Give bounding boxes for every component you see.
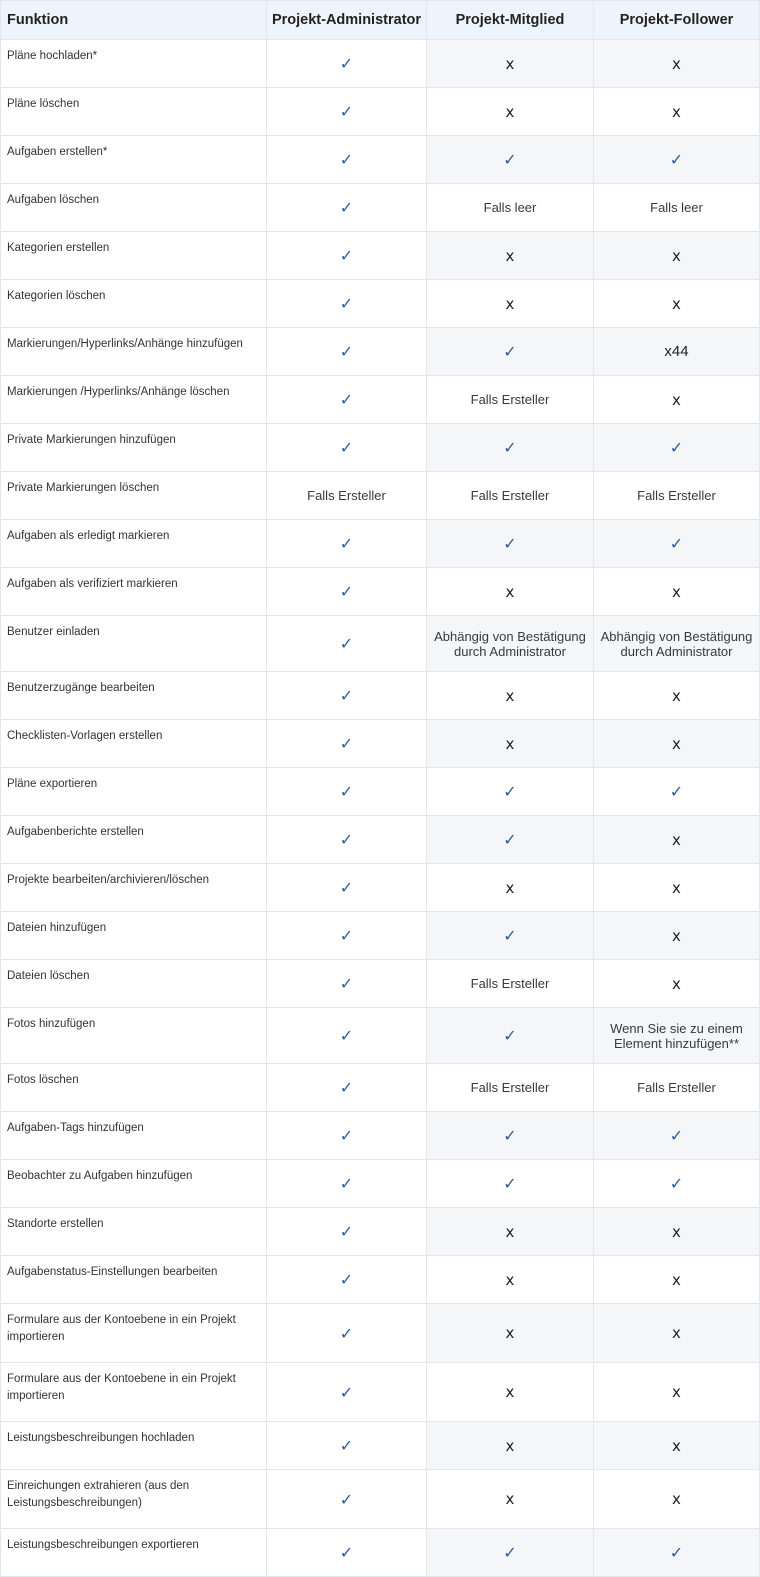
admin-cell [267, 232, 427, 280]
mitglied-cell [427, 280, 594, 328]
admin-cell [267, 1256, 427, 1304]
mitglied-cell [427, 1363, 594, 1422]
checkmark-icon: ✓ [339, 1126, 354, 1145]
mitglied-cell [427, 1529, 594, 1577]
follower-cell [594, 1304, 760, 1363]
checkmark-icon: ✓ [503, 1026, 517, 1045]
follower-cell [594, 720, 760, 768]
funktion-cell: Aufgaben erstellen* [1, 136, 267, 184]
cell-text: Falls Ersteller [470, 392, 550, 407]
funktion-cell: Benutzer einladen [1, 616, 267, 672]
admin-cell [267, 424, 427, 472]
follower-cell [594, 280, 760, 328]
checkmark-icon: ✓ [503, 534, 517, 553]
cell-text: Falls leer [650, 200, 703, 215]
x-icon: x [505, 1383, 515, 1401]
x-icon: x [505, 1324, 515, 1342]
table-row [1, 1470, 760, 1529]
mitglied-cell [427, 232, 594, 280]
table-row [1, 1160, 760, 1208]
admin-cell [267, 1422, 427, 1470]
header-admin: Projekt-Administrator [267, 1, 427, 40]
x-icon: x [672, 974, 681, 993]
checkmark-icon: ✓ [339, 634, 354, 653]
x-icon: x [672, 1383, 681, 1401]
table-row [1, 1064, 760, 1112]
mitglied-cell [427, 1064, 594, 1112]
x-icon: x [672, 54, 681, 73]
checkmark-icon: ✓ [339, 1026, 354, 1045]
checkmark-icon: ✓ [503, 926, 517, 945]
checkmark-icon: ✓ [669, 150, 684, 169]
funktion-cell: Kategorien löschen [1, 280, 267, 328]
table-row [1, 1363, 760, 1422]
x-icon: x [672, 102, 681, 121]
funktion-cell: Aufgaben als verifiziert markieren [1, 568, 267, 616]
funktion-cell: Aufgabenstatus-Einstellungen bearbeiten [1, 1256, 267, 1304]
cell-text: Falls Ersteller [470, 488, 550, 503]
funktion-cell: Einreichungen extrahieren (aus den Leistungsbeschreibungen) [1, 1470, 267, 1529]
table-row [1, 912, 760, 960]
admin-cell [267, 960, 427, 1008]
checkmark-icon: ✓ [503, 150, 517, 169]
admin-cell [267, 616, 427, 672]
x-icon: x [672, 1324, 681, 1342]
follower-cell [594, 816, 760, 864]
x-icon: x [672, 878, 681, 897]
mitglied-cell [427, 328, 594, 376]
follower-cell [594, 672, 760, 720]
checkmark-icon: ✓ [339, 582, 354, 601]
table-row [1, 960, 760, 1008]
mitglied-cell [427, 616, 594, 672]
table-row [1, 1529, 760, 1577]
mitglied-cell [427, 672, 594, 720]
mitglied-cell [427, 520, 594, 568]
x-icon: x [672, 1270, 681, 1289]
funktion-cell: Pläne löschen [1, 88, 267, 136]
checkmark-icon: ✓ [339, 734, 354, 753]
follower-cell [594, 184, 760, 232]
funktion-cell: Pläne hochladen* [1, 40, 267, 88]
funktion-cell: Private Markierungen hinzufügen [1, 424, 267, 472]
funktion-cell: Dateien löschen [1, 960, 267, 1008]
checkmark-icon: ✓ [339, 246, 354, 265]
table-row [1, 568, 760, 616]
funktion-cell: Leistungsbeschreibungen exportieren [1, 1529, 267, 1577]
table-row [1, 472, 760, 520]
checkmark-icon: ✓ [339, 974, 354, 993]
table-row [1, 376, 760, 424]
admin-cell [267, 568, 427, 616]
checkmark-icon: ✓ [339, 782, 354, 801]
table-row [1, 864, 760, 912]
follower-cell [594, 424, 760, 472]
admin-cell [267, 912, 427, 960]
table-row [1, 1422, 760, 1470]
cell-text: Falls Ersteller [637, 488, 716, 503]
checkmark-icon: ✓ [339, 1323, 354, 1343]
checkmark-icon: ✓ [669, 1543, 684, 1562]
mitglied-cell [427, 184, 594, 232]
follower-cell [594, 912, 760, 960]
header-mitglied: Projekt-Mitglied [427, 1, 594, 40]
checkmark-icon: ✓ [669, 534, 684, 553]
admin-cell [267, 472, 427, 520]
checkmark-icon: ✓ [339, 1543, 354, 1562]
x-icon: x [672, 1490, 681, 1508]
mitglied-cell [427, 1208, 594, 1256]
admin-cell [267, 280, 427, 328]
funktion-cell: Fotos hinzufügen [1, 1008, 267, 1064]
checkmark-icon: ✓ [503, 1543, 517, 1562]
follower-cell [594, 136, 760, 184]
mitglied-cell [427, 912, 594, 960]
x-icon: x [672, 294, 681, 313]
checkmark-icon: ✓ [339, 294, 354, 313]
funktion-cell: Aufgaben-Tags hinzufügen [1, 1112, 267, 1160]
admin-cell [267, 88, 427, 136]
x-icon: x [672, 1436, 681, 1455]
x-icon: x [505, 54, 515, 73]
follower-cell [594, 864, 760, 912]
checkmark-icon: ✓ [339, 1489, 354, 1509]
x-icon: x [505, 734, 515, 753]
checkmark-icon: ✓ [339, 926, 354, 945]
checkmark-icon: ✓ [503, 342, 517, 361]
follower-cell [594, 88, 760, 136]
cell-text: Falls Ersteller [470, 976, 550, 991]
mitglied-cell [427, 816, 594, 864]
mitglied-cell [427, 424, 594, 472]
checkmark-icon: ✓ [339, 1270, 354, 1289]
checkmark-icon: ✓ [339, 390, 354, 409]
x-icon: x [505, 1436, 515, 1455]
mitglied-cell [427, 960, 594, 1008]
checkmark-icon: ✓ [339, 686, 354, 705]
follower-cell [594, 1064, 760, 1112]
checkmark-icon: ✓ [339, 342, 354, 361]
checkmark-icon: ✓ [339, 54, 354, 73]
follower-cell [594, 232, 760, 280]
cell-text: Falls Ersteller [307, 488, 386, 503]
checkmark-icon: ✓ [339, 534, 354, 553]
admin-cell [267, 184, 427, 232]
funktion-cell: Beobachter zu Aufgaben hinzufügen [1, 1160, 267, 1208]
mitglied-cell [427, 1304, 594, 1363]
table-row [1, 816, 760, 864]
table-row [1, 136, 760, 184]
funktion-cell: Formulare aus der Kontoebene in ein Projekt importieren [1, 1363, 267, 1422]
x-icon: x [505, 1490, 515, 1508]
follower-cell [594, 376, 760, 424]
admin-cell [267, 1112, 427, 1160]
checkmark-icon: ✓ [339, 1222, 354, 1241]
checkmark-icon: ✓ [503, 1174, 517, 1193]
checkmark-icon: ✓ [503, 782, 517, 801]
table-row [1, 720, 760, 768]
admin-cell [267, 1008, 427, 1064]
x-icon: x [505, 1222, 515, 1241]
table-row [1, 672, 760, 720]
follower-cell [594, 1112, 760, 1160]
mitglied-cell [427, 1008, 594, 1064]
table-header-row [1, 1, 760, 40]
checkmark-icon: ✓ [503, 438, 517, 457]
x-icon: x [505, 294, 515, 313]
follower-cell [594, 1256, 760, 1304]
table-row [1, 768, 760, 816]
table-row [1, 424, 760, 472]
funktion-cell: Formulare aus der Kontoebene in ein Projekt importieren [1, 1304, 267, 1363]
funktion-cell: Leistungsbeschreibungen hochladen [1, 1422, 267, 1470]
table-row [1, 520, 760, 568]
follower-cell [594, 1363, 760, 1422]
follower-cell [594, 328, 760, 376]
x-icon: x [672, 830, 681, 849]
follower-cell [594, 1470, 760, 1529]
funktion-cell: Pläne exportieren [1, 768, 267, 816]
cell-text: Abhängig von Bestätigung durch Administrator [600, 628, 753, 659]
follower-cell [594, 568, 760, 616]
checkmark-icon: ✓ [339, 150, 354, 169]
cell-text: Falls leer [483, 200, 537, 215]
funktion-cell: Private Markierungen löschen [1, 472, 267, 520]
mitglied-cell [427, 1256, 594, 1304]
mitglied-cell [427, 768, 594, 816]
admin-cell [267, 1529, 427, 1577]
mitglied-cell [427, 1112, 594, 1160]
x-icon: x [672, 246, 681, 265]
mitglied-cell [427, 40, 594, 88]
follower-cell [594, 40, 760, 88]
mitglied-cell [427, 568, 594, 616]
admin-cell [267, 720, 427, 768]
checkmark-icon: ✓ [503, 830, 517, 849]
admin-cell [267, 40, 427, 88]
admin-cell [267, 520, 427, 568]
checkmark-icon: ✓ [339, 102, 354, 121]
admin-cell [267, 1363, 427, 1422]
checkmark-icon: ✓ [339, 1174, 354, 1193]
checkmark-icon: ✓ [339, 438, 354, 457]
mitglied-cell [427, 136, 594, 184]
admin-cell [267, 816, 427, 864]
table-row [1, 1112, 760, 1160]
admin-cell [267, 1208, 427, 1256]
admin-cell [267, 376, 427, 424]
checkmark-icon: ✓ [339, 1436, 354, 1455]
funktion-cell: Projekte bearbeiten/archivieren/löschen [1, 864, 267, 912]
table-row [1, 232, 760, 280]
checkmark-icon: ✓ [339, 198, 354, 217]
funktion-cell: Benutzerzugänge bearbeiten [1, 672, 267, 720]
follower-cell [594, 1422, 760, 1470]
funktion-cell: Markierungen/Hyperlinks/Anhänge hinzufügen [1, 328, 267, 376]
table-row [1, 88, 760, 136]
cell-text: Falls Ersteller [637, 1080, 716, 1095]
header-funktion: Funktion [1, 1, 267, 40]
follower-cell [594, 1160, 760, 1208]
follower-cell [594, 1208, 760, 1256]
follower-cell [594, 472, 760, 520]
admin-cell [267, 1160, 427, 1208]
x-icon: x [672, 582, 681, 601]
admin-cell [267, 136, 427, 184]
mitglied-cell [427, 1470, 594, 1529]
checkmark-icon: ✓ [339, 830, 354, 849]
checkmark-icon: ✓ [669, 1126, 684, 1145]
table-row [1, 1008, 760, 1064]
mitglied-cell [427, 1160, 594, 1208]
mitglied-cell [427, 376, 594, 424]
table-row [1, 184, 760, 232]
x-icon: x [505, 686, 515, 705]
table-row [1, 280, 760, 328]
admin-cell [267, 328, 427, 376]
follower-cell [594, 520, 760, 568]
x-icon: x [672, 686, 681, 705]
cell-text: Abhängig von Bestätigung durch Administrator [434, 628, 586, 659]
funktion-cell: Aufgaben als erledigt markieren [1, 520, 267, 568]
cell-text: Falls Ersteller [470, 1080, 550, 1095]
table-row [1, 328, 760, 376]
admin-cell [267, 1470, 427, 1529]
x-icon: x [672, 1222, 681, 1241]
checkmark-icon: ✓ [339, 878, 354, 897]
x-icon: x [505, 102, 515, 121]
follower-cell [594, 768, 760, 816]
mitglied-cell [427, 472, 594, 520]
follower-cell [594, 1529, 760, 1577]
table-row [1, 40, 760, 88]
x-icon: x [672, 734, 681, 753]
x-icon: x [672, 390, 681, 409]
checkmark-icon: ✓ [669, 1174, 684, 1193]
funktion-cell: Standorte erstellen [1, 1208, 267, 1256]
admin-cell [267, 864, 427, 912]
funktion-cell: Fotos löschen [1, 1064, 267, 1112]
x-icon: x [505, 582, 515, 601]
checkmark-icon: ✓ [339, 1382, 354, 1402]
admin-cell [267, 672, 427, 720]
x-icon: x [672, 926, 681, 945]
follower-cell [594, 1008, 760, 1064]
funktion-cell: Kategorien erstellen [1, 232, 267, 280]
funktion-cell: Checklisten-Vorlagen erstellen [1, 720, 267, 768]
table-row [1, 1208, 760, 1256]
admin-cell [267, 768, 427, 816]
checkmark-icon: ✓ [503, 1126, 517, 1145]
mitglied-cell [427, 1422, 594, 1470]
table-row [1, 1256, 760, 1304]
follower-cell [594, 616, 760, 672]
cell-text: x44 [664, 343, 689, 360]
x-icon: x [505, 1270, 515, 1289]
x-icon: x [505, 246, 515, 265]
follower-cell [594, 960, 760, 1008]
x-icon: x [505, 878, 515, 897]
header-follower: Projekt-Follower [594, 1, 760, 40]
funktion-cell: Aufgaben löschen [1, 184, 267, 232]
funktion-cell: Markierungen /Hyperlinks/Anhänge löschen [1, 376, 267, 424]
mitglied-cell [427, 88, 594, 136]
checkmark-icon: ✓ [669, 438, 684, 457]
mitglied-cell [427, 864, 594, 912]
admin-cell [267, 1304, 427, 1363]
checkmark-icon: ✓ [669, 782, 684, 801]
admin-cell [267, 1064, 427, 1112]
table-body [1, 40, 760, 1577]
table-row [1, 1304, 760, 1363]
cell-text: Wenn Sie sie zu einem Element hinzufügen** [610, 1020, 743, 1051]
mitglied-cell [427, 720, 594, 768]
table-row [1, 616, 760, 672]
checkmark-icon: ✓ [339, 1078, 354, 1097]
funktion-cell: Dateien hinzufügen [1, 912, 267, 960]
funktion-cell: Aufgabenberichte erstellen [1, 816, 267, 864]
